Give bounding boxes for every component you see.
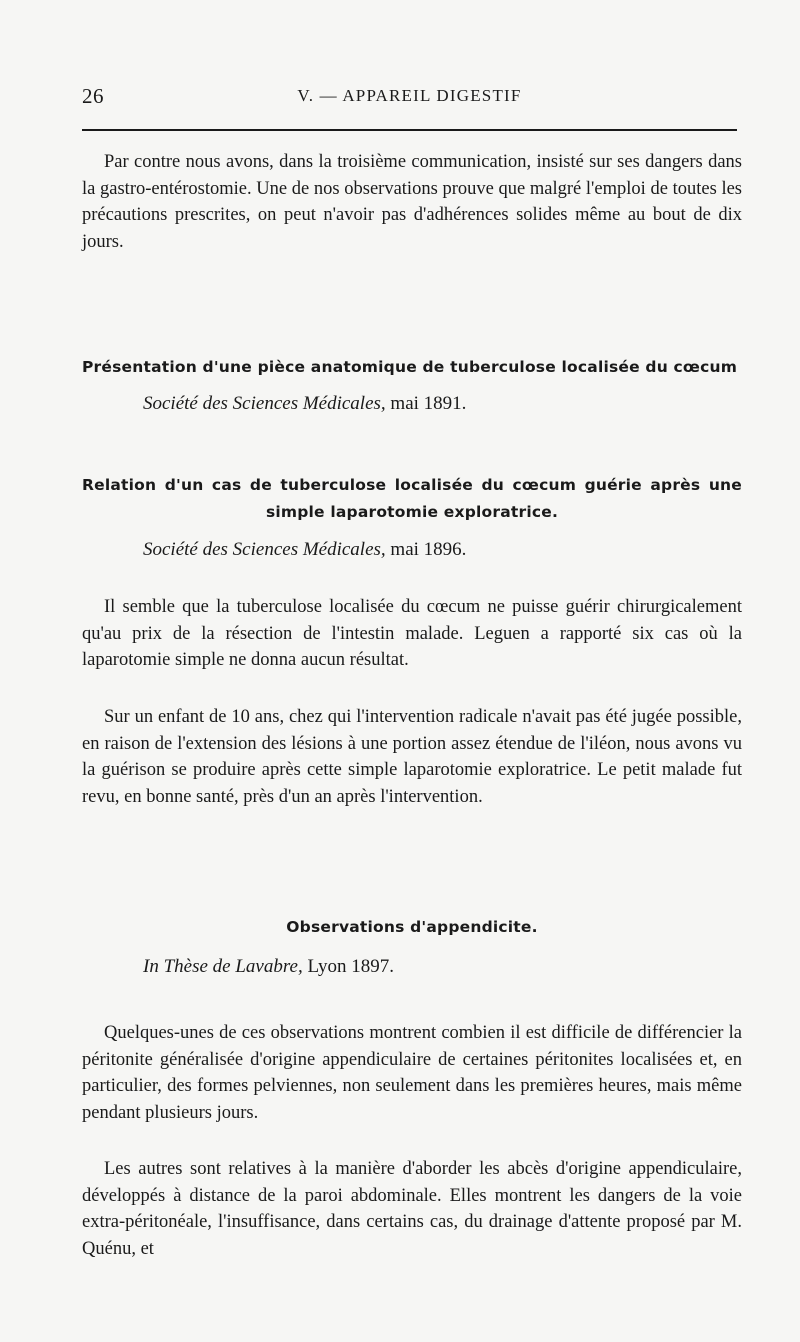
section-title-relation-line1: Relation d'un cas de tuberculose localisée du cœcum guérie après une	[82, 476, 742, 494]
source-date: mai 1896.	[385, 539, 467, 560]
relation-paragraph-1: Il semble que la tuberculose localisée du cœcum ne puisse guérir chirurgicalement qu'au prix de la résection de l'intestin malade. Leguen a rapporté six cas où la laparotomie simple ne donna aucun résultat.	[82, 597, 742, 670]
appendicite-paragraph-1: Quelques-unes de ces observations montrent combien il est difficile de différencier la péritonite généralisée d'origine appendiculaire de certaines péritonites localisées et, en particulier, des formes pelviennes, non seulement dans les premières heures, mais même pendant plusieurs jours.	[82, 1023, 742, 1123]
source-venue: Société des Sciences Médicales,	[143, 393, 386, 414]
source-venue: In Thèse de Lavabre,	[143, 956, 303, 977]
relation-paragraph-2: Sur un enfant de 10 ans, chez qui l'intervention radicale n'avait pas été jugée possible, en raison de l'extension des lésions à une portion assez étendue de l'iléon, nous avons vu la guérison se produire après cette simple laparotomie exploratrice. Le petit malade fut revu, en bonne santé, près d'un an après l'intervention.	[82, 707, 742, 807]
page-number: 26	[82, 84, 104, 108]
source-date: Lyon 1897.	[302, 956, 395, 977]
section-title-appendicite: Observations d'appendicite.	[286, 918, 538, 936]
appendicite-paragraph-2: Les autres sont relatives à la manière d'aborder les abcès d'origine appendiculaire, développés à distance de la paroi abdominale. Elles montrent les dangers de la voie extra-péritonéale, l'insuffisance, dans certains cas, du drainage d'attente proposé par M. Quénu, et	[82, 1159, 742, 1259]
intro-paragraph: Par contre nous avons, dans la troisième communication, insisté sur ses dangers dans la gastro-entérostomie. Une de nos observations prouve que malgré l'emploi de toutes les précautions prescrites, on peut n'avoir pas d'adhérences solides même au bout de dix jours.	[82, 152, 742, 252]
section-title-relation-line2: simple laparotomie exploratrice.	[265, 503, 559, 521]
source-date: mai 1891.	[385, 393, 467, 414]
running-title: V. — APPAREIL DIGESTIF	[297, 86, 522, 105]
section-title-presentation: Présentation d'une pièce anatomique de tuberculose localisée du cœcum	[82, 358, 738, 376]
page-header	[82, 84, 737, 114]
source-venue: Société des Sciences Médicales,	[143, 539, 386, 560]
header-rule	[82, 129, 737, 131]
section-source-appendicite	[143, 954, 743, 980]
section-source-presentation	[143, 391, 743, 417]
section-source-relation	[143, 537, 743, 563]
